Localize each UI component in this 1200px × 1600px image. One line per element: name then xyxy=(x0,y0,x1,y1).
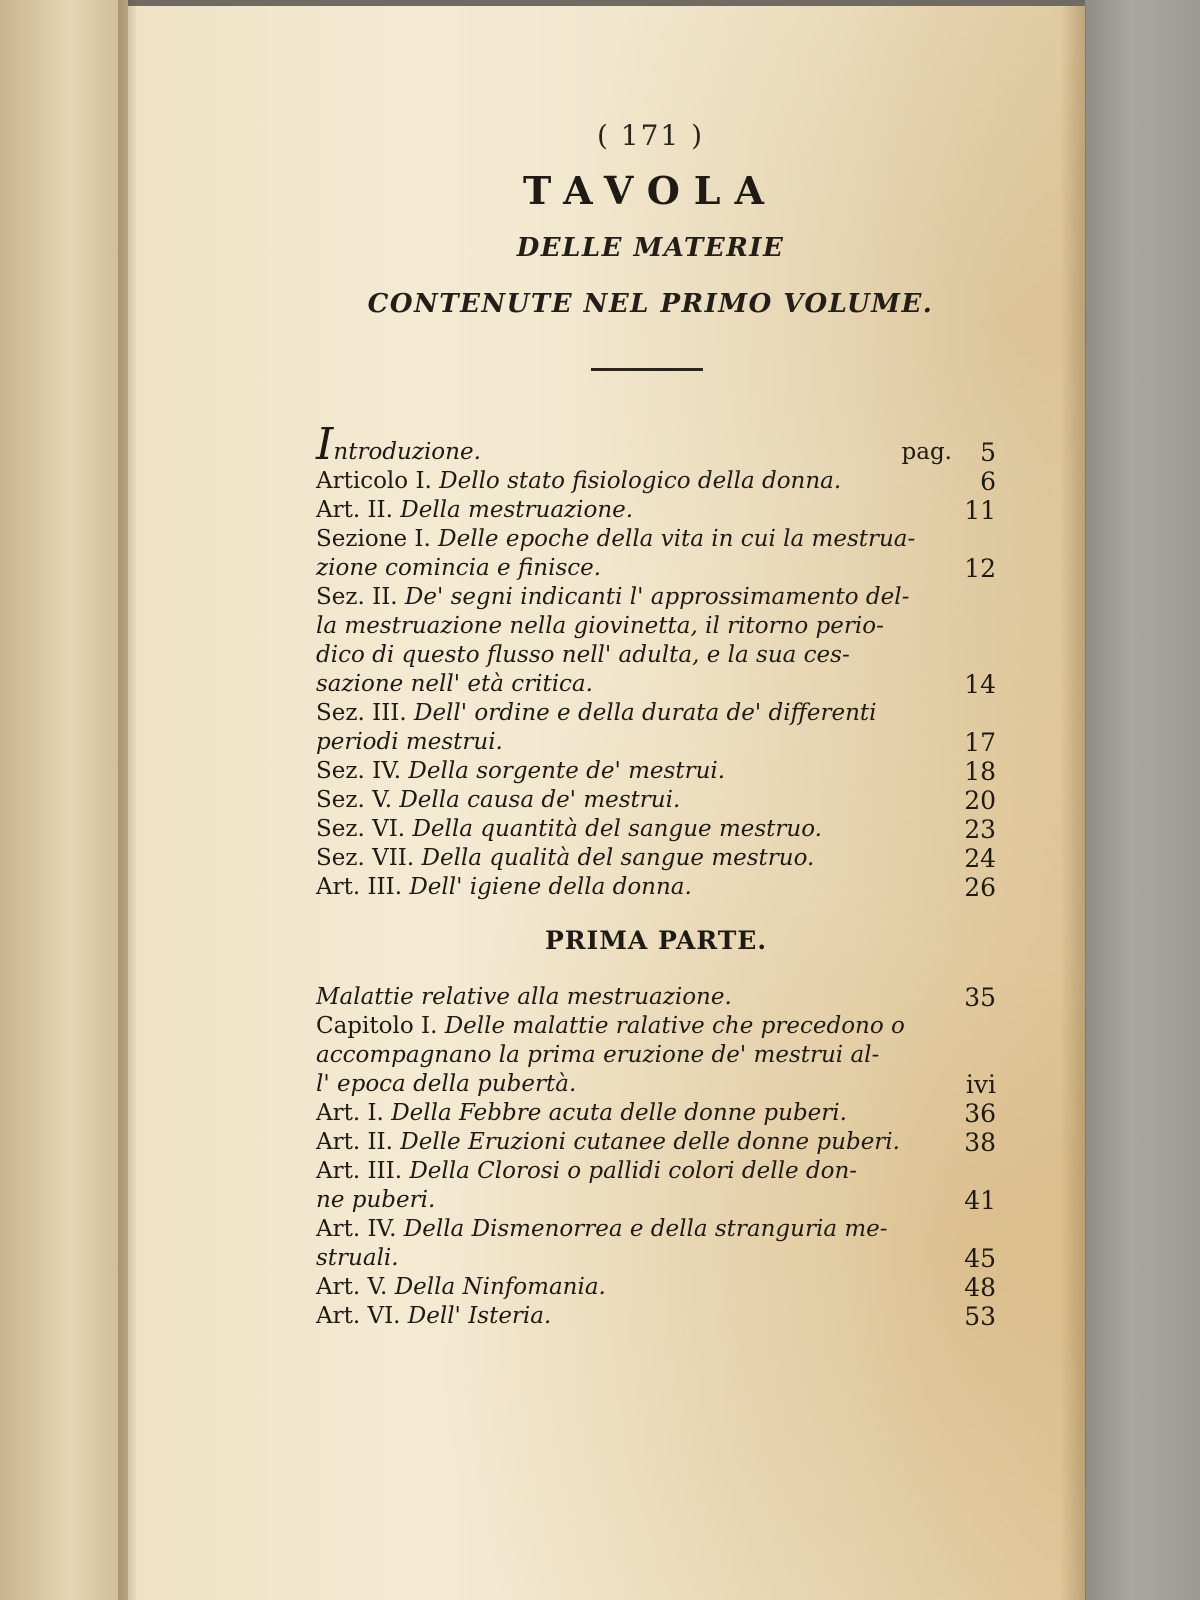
toc-entry-label: Art. III. xyxy=(316,1158,403,1184)
toc-entry-heading: zione comincia e finisce. xyxy=(316,555,602,581)
page-edge-shadow xyxy=(1060,6,1086,1600)
toc-entry-line xyxy=(316,583,936,612)
toc-entry xyxy=(316,844,996,873)
toc-entry-line xyxy=(316,1186,936,1215)
toc-page-number: 24 xyxy=(964,844,996,873)
toc-entry xyxy=(316,757,996,786)
toc-entry xyxy=(316,496,996,525)
toc-page-number: 38 xyxy=(964,1128,996,1157)
toc-list-preface xyxy=(316,467,996,902)
toc-entry-line xyxy=(316,612,936,641)
section-heading: PRIMA PARTE. xyxy=(544,926,768,955)
toc-entry-label: Art. I. xyxy=(316,1100,384,1126)
toc-entry-heading: sazione nell' età critica. xyxy=(316,671,593,697)
toc-page-number: 36 xyxy=(964,1099,996,1128)
toc-entry-label: Art. IV. xyxy=(316,1216,397,1242)
toc-entry-heading: Delle epoche della vita in cui la mestrua- xyxy=(438,526,916,552)
toc-page-number: 18 xyxy=(964,757,996,786)
toc-entry xyxy=(316,525,996,583)
page-title: TAVOLA xyxy=(522,168,779,213)
toc-page-number: 17 xyxy=(964,728,996,757)
toc-entry xyxy=(316,699,996,757)
toc-entry-heading: periodi mestrui. xyxy=(316,729,503,755)
book-gutter xyxy=(118,0,136,1600)
facing-page xyxy=(0,0,128,1600)
toc-page-number: 12 xyxy=(964,554,996,583)
toc-page-number: 26 xyxy=(964,873,996,902)
toc-entry-label: Art. III. xyxy=(316,874,403,900)
toc-page-number: 23 xyxy=(964,815,996,844)
toc-page-number: 20 xyxy=(964,786,996,815)
table-of-contents xyxy=(316,419,996,1331)
toc-entry-heading: Della Febbre acuta delle donne puberi. xyxy=(391,1100,847,1126)
toc-page-number: 53 xyxy=(964,1302,996,1331)
toc-entry-heading: Delle malattie ralative che precedono o xyxy=(444,1013,905,1039)
toc-page-number: 41 xyxy=(964,1186,996,1215)
toc-entry-line xyxy=(316,496,936,525)
toc-entry-line xyxy=(316,670,936,699)
toc-entry-line xyxy=(316,467,936,496)
toc-entry-line xyxy=(316,873,936,902)
toc-entry-line xyxy=(316,728,936,757)
toc-entry-line xyxy=(316,641,936,670)
toc-entry-line xyxy=(316,1041,936,1070)
drop-cap: I xyxy=(316,419,334,470)
toc-page-number: 48 xyxy=(964,1273,996,1302)
toc-entry xyxy=(316,873,996,902)
toc-entry-label: Capitolo I. xyxy=(316,1013,438,1039)
toc-entry-line xyxy=(316,1070,936,1099)
toc-entry-label: Sez. II. xyxy=(316,584,398,610)
toc-entry-line xyxy=(316,983,936,1012)
toc-page-number: 5 xyxy=(980,438,996,467)
toc-entry-line xyxy=(316,1012,936,1041)
toc-entry-heading: Dell' ordine e della durata de' differenti xyxy=(414,700,877,726)
toc-entry-heading: Della causa de' mestrui. xyxy=(399,787,681,813)
toc-entry-heading: dico di questo flusso nell' adulta, e la sua ces- xyxy=(316,642,850,668)
toc-entry-heading: Della mestruazione. xyxy=(400,497,634,523)
toc-entry-label: Sez. V. xyxy=(316,787,393,813)
toc-entry xyxy=(316,815,996,844)
toc-entry-label: Sez. VI. xyxy=(316,816,406,842)
toc-entry-heading: ne puberi. xyxy=(316,1187,436,1213)
toc-entry-label: Art. VI. xyxy=(316,1303,401,1329)
title-rule xyxy=(591,368,703,371)
toc-entry-label: Art. II. xyxy=(316,497,393,523)
toc-entry xyxy=(316,786,996,815)
book-page xyxy=(128,6,1085,1600)
toc-entry xyxy=(316,1099,996,1128)
toc-list-prima-parte xyxy=(316,983,996,1331)
toc-entry-label: Sez. VII. xyxy=(316,845,415,871)
toc-entry-line xyxy=(316,757,936,786)
toc-entry-line xyxy=(316,786,936,815)
toc-entry-heading: Della Clorosi o pallidi colori delle don- xyxy=(409,1158,858,1184)
toc-page-number: 35 xyxy=(964,983,996,1012)
toc-page-number: 14 xyxy=(964,670,996,699)
toc-entry-heading: Dello stato fisiologico della donna. xyxy=(439,468,842,494)
toc-entry-introduction xyxy=(316,419,996,470)
toc-entry xyxy=(316,1302,996,1331)
toc-entry-line xyxy=(316,815,936,844)
toc-entry-heading: Delle Eruzioni cutanee delle donne puberi. xyxy=(400,1129,900,1155)
toc-entry-heading: la mestruazione nella giovinetta, il ritorno perio- xyxy=(316,613,884,639)
toc-entry-heading: Dell' igiene della donna. xyxy=(409,874,692,900)
toc-entry-heading: De' segni indicanti l' approssimamento del- xyxy=(404,584,910,610)
toc-entry-heading: Dell' Isteria. xyxy=(407,1303,552,1329)
toc-entry-line xyxy=(316,699,936,728)
toc-entry-line xyxy=(316,1128,936,1157)
toc-entry xyxy=(316,1128,996,1157)
toc-entry-line xyxy=(316,1157,936,1186)
toc-entry-line xyxy=(316,1215,936,1244)
toc-entry-label: Sezione I. xyxy=(316,526,431,552)
toc-page-number: 45 xyxy=(964,1244,996,1273)
toc-entry-heading: Malattie relative alla mestruazione. xyxy=(316,984,732,1010)
toc-entry-heading: Della Ninfomania. xyxy=(394,1274,606,1300)
toc-entry xyxy=(316,1215,996,1273)
toc-page-number: ivi xyxy=(965,1070,996,1099)
toc-entry-line xyxy=(316,1273,936,1302)
toc-entry xyxy=(316,1157,996,1215)
toc-entry-heading: Della Dismenorrea e della stranguria me- xyxy=(403,1216,888,1242)
toc-page-number: 6 xyxy=(980,467,996,496)
toc-entry-label: Art. V. xyxy=(316,1274,388,1300)
toc-entry-heading: Della sorgente de' mestrui. xyxy=(408,758,726,784)
subtitle-line-2: CONTENUTE NEL PRIMO VOLUME. xyxy=(367,289,934,319)
toc-entry-heading: Della quantità del sangue mestruo. xyxy=(412,816,822,842)
toc-page-number: 11 xyxy=(964,496,996,525)
toc-entry-heading: l' epoca della pubertà. xyxy=(316,1071,577,1097)
toc-entry xyxy=(316,1012,996,1099)
toc-entry-line xyxy=(316,1099,936,1128)
toc-entry-line xyxy=(316,554,936,583)
toc-entry-line xyxy=(316,844,936,873)
toc-entry-heading: Della qualità del sangue mestruo. xyxy=(421,845,815,871)
toc-entry-line xyxy=(316,1302,936,1331)
toc-entry-label: Sez. III. xyxy=(316,700,407,726)
toc-entry-label: Articolo I. xyxy=(316,468,432,494)
toc-entry-heading: struali. xyxy=(316,1245,399,1271)
pag-label: pag. xyxy=(901,439,952,465)
toc-entry xyxy=(316,983,996,1012)
toc-entry xyxy=(316,467,996,496)
toc-entry xyxy=(316,583,996,699)
toc-entry-label: Sez. IV. xyxy=(316,758,402,784)
toc-entry-heading: ntroduzione. xyxy=(333,439,481,465)
subtitle-line-1: DELLE MATERIE xyxy=(516,233,785,263)
toc-entry-line xyxy=(316,1244,936,1273)
toc-entry-line xyxy=(316,525,936,554)
toc-entry xyxy=(316,1273,996,1302)
toc-entry-heading: accompagnano la prima eruzione de' mestrui al- xyxy=(316,1042,880,1068)
page-number: ( 171 ) xyxy=(596,119,705,152)
toc-entry-label: Art. II. xyxy=(316,1129,393,1155)
